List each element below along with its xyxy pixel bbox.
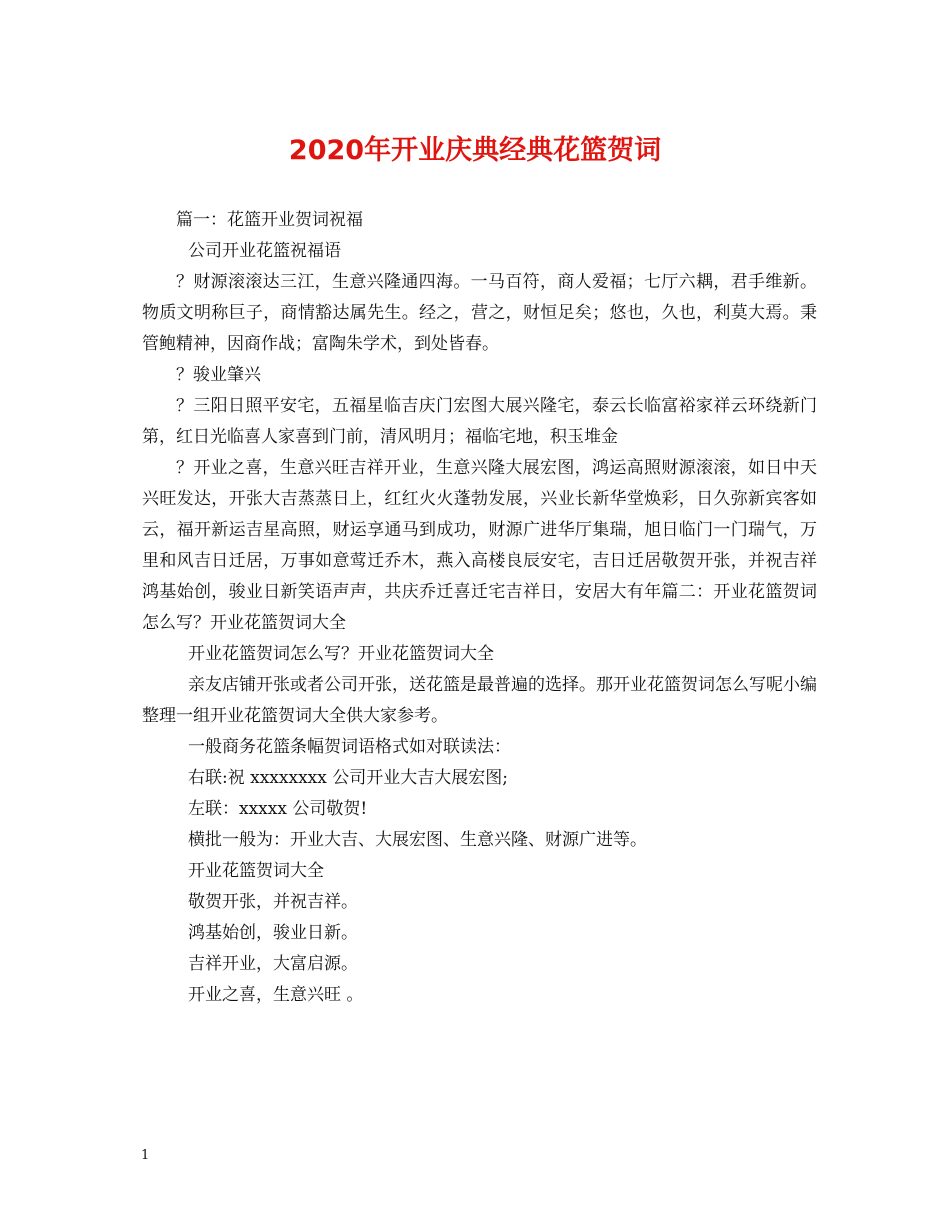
paragraph: 右联:祝 xxxxxxxx 公司开业大吉大展宏图; [188, 768, 508, 788]
paragraph: ？财源滚滚达三江，生意兴隆通四海。一马百符，商人爱福；七厅六耦，君手维新。物质文明称巨子，商情豁达属先生。经之，营之，财恒足矣；悠也，久也，利莫大焉。秉管鲍精神，因商作战；富陶朱学术，到处皆春。 [142, 272, 817, 354]
subheading: 公司开业花篮祝福语 [188, 241, 341, 261]
page-number: 1 [141, 1148, 150, 1163]
paragraph: ？骏业肇兴 [176, 365, 261, 385]
list-item: 开业之喜，生意兴旺 。 [188, 985, 364, 1005]
paragraph: ？三阳日照平安宅，五福星临吉庆门宏图大展兴隆宅，泰云长临富裕家祥云环绕新门第，红日光临喜人家喜到门前，清风明月；福临宅地，积玉堆金 [142, 396, 817, 447]
paragraph: 横批一般为：开业大吉、大展宏图、生意兴隆、财源广进等。 [188, 830, 647, 850]
document-body [142, 205, 817, 1011]
list-item: 鸿基始创，骏业日新。 [188, 923, 358, 943]
paragraph: 一般商务花篮条幅贺词语格式如对联读法： [188, 737, 511, 757]
list-item: 吉祥开业，大富启源。 [188, 954, 358, 974]
subheading: 开业花篮贺词大全 [188, 861, 324, 881]
paragraph: 左联：xxxxx 公司敬贺! [188, 799, 368, 819]
section-heading: 篇一：花篮开业贺词祝福 [176, 210, 363, 230]
paragraph: 亲友店铺开张或者公司开张，送花篮是最普遍的选择。那开业花篮贺词怎么写呢小编整理一组开业花篮贺词大全供大家参考。 [142, 675, 817, 726]
paragraph: ？开业之喜，生意兴旺吉祥开业，生意兴隆大展宏图，鸿运高照财源滚滚，如日中天兴旺发达，开张大吉蒸蒸日上，红红火火蓬勃发展，兴业长新华堂焕彩，日久弥新宾客如云，福开新运吉星高照，财运享通马到成功，财源广进华厅集瑞，旭日临门一门瑞气，万里和风吉日迁居，万事如意莺迁乔木，燕入高楼良辰安宅，吉日迁居敬贺开张，并祝吉祥鸿基始创，骏业日新笑语声声，共庆乔迁喜迁宅吉祥日，安居大有年篇二：开业花篮贺词怎么写？开业花篮贺词大全 [142, 458, 817, 633]
list-item: 敬贺开张，并祝吉祥。 [188, 892, 358, 912]
document-title: 2020年开业庆典经典花篮贺词 [288, 135, 662, 166]
subheading: 开业花篮贺词怎么写？开业花篮贺词大全 [188, 644, 494, 664]
